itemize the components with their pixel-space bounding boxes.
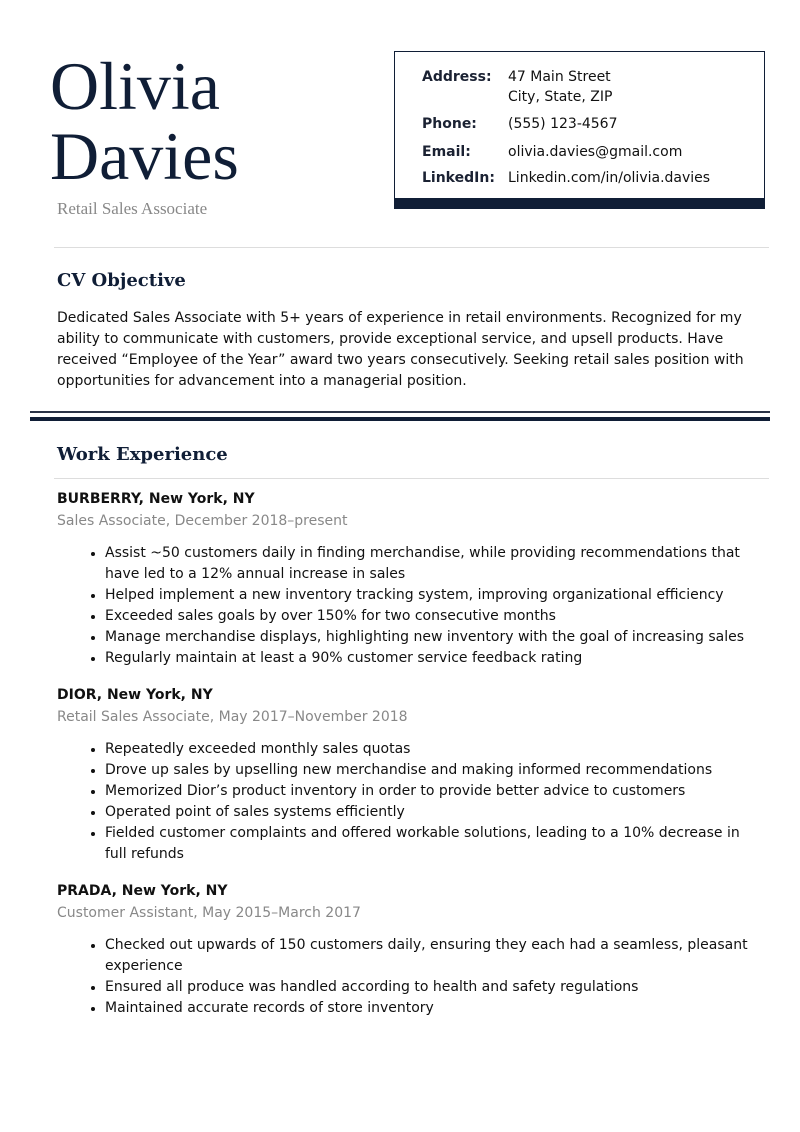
job-bullet: • Fielded customer complaints and offered workable solutions, leading to a 10% decrease in full refunds xyxy=(105,823,757,865)
email-label: Email: xyxy=(422,144,471,160)
job-list xyxy=(57,489,757,1035)
job-bullet: • Maintained accurate records of store inventory xyxy=(105,998,757,1019)
job-bullet: • Helped implement a new inventory tracking system, improving organizational efficiency xyxy=(105,585,757,606)
address-line1: 47 Main Street xyxy=(508,69,611,85)
phone-label: Phone: xyxy=(422,116,477,132)
phone-value: (555) 123-4567 xyxy=(508,116,618,132)
job-bullet: • Drove up sales by upselling new merchandise and making informed recommendations xyxy=(105,760,757,781)
job-role: Retail Sales Associate, May 2017–November 2018 xyxy=(57,709,408,725)
contact-linkedin xyxy=(422,168,710,188)
objective-text: Dedicated Sales Associate with 5+ years of experience in retail environments. Recognized for my ability to communicate with customers, provide exceptional service, and upsell products. Have received “Employee of the Year” award two years consecutively. Seeking retail sales position with opportunities for advancement into a managerial position. xyxy=(57,310,744,389)
address-line2: City, State, ZIP xyxy=(508,89,613,105)
job-bullets xyxy=(57,935,757,1019)
job-role: Customer Assistant, May 2015–March 2017 xyxy=(57,905,361,921)
job-company: PRADA, New York, NY xyxy=(57,883,228,899)
email-value[interactable]: olivia.davies@gmail.com xyxy=(508,144,683,160)
first-name: Olivia xyxy=(50,48,220,124)
job-entry xyxy=(57,881,757,1019)
contact-phone xyxy=(422,114,618,134)
divider xyxy=(54,247,769,248)
contact-box-bar xyxy=(394,198,765,209)
section-rule-thin xyxy=(30,411,770,413)
job-bullet: • Assist ~50 customers daily in finding merchandise, while providing recommendations that have led to a 12% annual increase in sales xyxy=(105,543,757,585)
job-title: Retail Sales Associate xyxy=(57,199,208,218)
contact-email xyxy=(422,142,682,162)
job-bullet: • Repeatedly exceeded monthly sales quotas xyxy=(105,739,757,760)
job-bullets xyxy=(57,543,757,669)
contact-box xyxy=(394,51,765,209)
job-company: BURBERRY, New York, NY xyxy=(57,491,255,507)
job-bullets xyxy=(57,739,757,865)
linkedin-value[interactable]: Linkedin.com/in/olivia.davies xyxy=(508,170,711,186)
contact-address xyxy=(422,67,612,107)
job-bullet: • Checked out upwards of 150 customers daily, ensuring they each had a seamless, pleasant experience xyxy=(105,935,757,977)
job-role: Sales Associate, December 2018–present xyxy=(57,513,348,529)
divider xyxy=(54,478,769,479)
job-bullet: • Manage merchandise displays, highlighting new inventory with the goal of increasing sales xyxy=(105,627,757,648)
job-company: DIOR, New York, NY xyxy=(57,687,213,703)
experience-heading: Work Experience xyxy=(57,444,228,465)
job-bullet: • Memorized Dior’s product inventory in order to provide better advice to customers xyxy=(105,781,757,802)
last-name: Davies xyxy=(50,118,239,194)
objective-heading: CV Objective xyxy=(57,270,186,291)
section-rule-thick xyxy=(30,417,770,421)
job-bullet: • Ensured all produce was handled according to health and safety regulations xyxy=(105,977,757,998)
job-entry xyxy=(57,489,757,669)
linkedin-label: LinkedIn: xyxy=(422,170,495,186)
address-label: Address: xyxy=(422,69,492,85)
job-entry xyxy=(57,685,757,865)
job-bullet: • Operated point of sales systems efficiently xyxy=(105,802,757,823)
job-bullet: • Exceeded sales goals by over 150% for two consecutive months xyxy=(105,606,757,627)
job-bullet: • Regularly maintain at least a 90% customer service feedback rating xyxy=(105,648,757,669)
